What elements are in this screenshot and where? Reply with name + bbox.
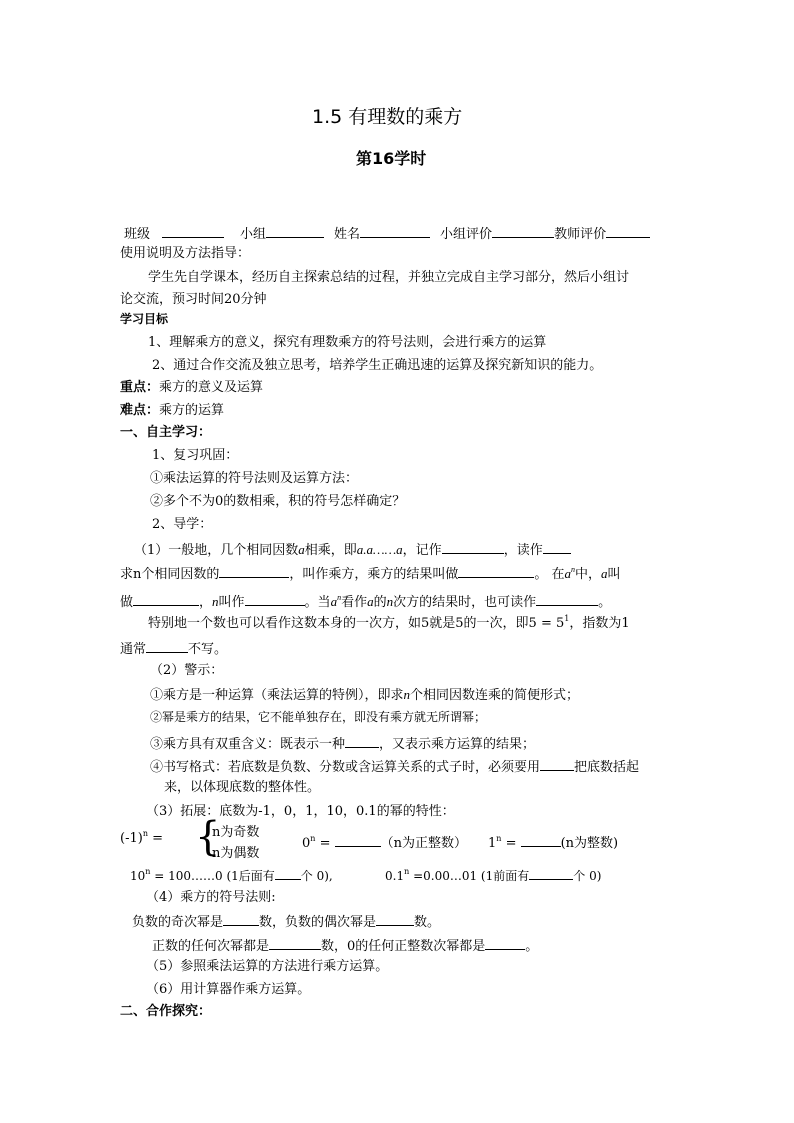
extension-heading: （3）拓展：底数为-1，0，1，10，0.1的幂的特性：	[146, 804, 455, 819]
warning-1	[150, 688, 579, 702]
base-blank[interactable]	[133, 593, 199, 606]
step-6: （6）用计算器作乘方运算。	[146, 982, 311, 997]
text-fragment: 1	[488, 836, 497, 851]
text-fragment: ④书写格式：若底数是负数、分数或含运算关系的式子时，必须要用	[150, 760, 541, 775]
text-fragment: 特别地一个数也可以看作这数本身的一次方，如5就是5的一次，即5 = 5	[148, 616, 565, 631]
class-blank[interactable]	[162, 225, 224, 238]
product-expression: a.a……a	[356, 542, 403, 557]
var-n: n	[212, 594, 219, 609]
one-power-blank[interactable]	[521, 834, 561, 847]
text-fragment: (-1)	[120, 831, 143, 846]
text-fragment: 正数的任何次幂都是	[152, 939, 270, 954]
section1-heading: 一、自主学习：	[120, 425, 212, 440]
text-fragment: 个 0),	[300, 869, 333, 883]
text-fragment: ，叫作乘方，乘方的结果叫做	[289, 567, 459, 582]
exponent-blank[interactable]	[245, 593, 305, 606]
text-fragment: 负数的奇次幂是	[132, 915, 224, 930]
warning-2: ②幂是乘方的结果，它不能单独存在，即没有乘方就无所谓幂；	[150, 710, 487, 724]
review-question-1: ①乘法运算的符号法则及运算方法：	[150, 471, 359, 486]
zero-power: $0^n = (n$为正整数）	[302, 834, 467, 851]
text-fragment: 中，	[575, 567, 602, 582]
text-fragment: 数，负数的偶次幂是	[259, 915, 377, 930]
sign-rule-2	[152, 937, 538, 953]
text-fragment: 次方的结果时，也可读作	[393, 595, 537, 610]
text-fragment: 个 0)	[573, 869, 602, 883]
text-fragment: 。当	[304, 595, 331, 610]
exponent-n: n	[496, 834, 502, 843]
difficult-point	[120, 404, 224, 417]
review-heading: 1、复习巩固：	[152, 448, 239, 463]
one-power: $1^n = (n$为整数)	[488, 834, 619, 851]
instructions-text-2: 论交流，预习时间20分钟	[120, 292, 267, 307]
text-fragment: 的	[373, 595, 387, 610]
text-fragment: 0.1	[385, 869, 405, 883]
name-label: 姓名	[334, 227, 361, 242]
text-fragment: 0	[302, 836, 311, 851]
guide-heading: 2、导学：	[152, 517, 213, 532]
goal-item-1: 1、理解乘方的意义，探究有理数乘方的符号法则，会进行乘方的运算	[148, 335, 547, 350]
teacher-eval-label: 教师评价	[554, 227, 607, 242]
guide-paragraph-3	[120, 593, 611, 609]
group-eval-label: 小组评价	[440, 227, 493, 242]
power-reading-blank[interactable]	[536, 593, 598, 606]
goals-heading: 学习目标	[120, 312, 169, 326]
even-power-blank[interactable]	[376, 913, 414, 926]
bracket-blank[interactable]	[540, 758, 574, 771]
key-point	[120, 381, 263, 394]
var-a: a	[330, 594, 338, 609]
group-label: 小组	[240, 227, 267, 242]
exponent-n: n	[145, 867, 151, 876]
zero-integer-power-blank[interactable]	[485, 937, 525, 950]
text-fragment: 数，0的任何正整数次幂都是	[321, 939, 486, 954]
text-fragment: 求n个相同因数的	[120, 567, 220, 582]
var-a: a	[298, 542, 305, 557]
text-fragment: 叫	[607, 567, 621, 582]
guide-paragraph-1	[134, 541, 571, 557]
operation-blank[interactable]	[219, 565, 289, 578]
var-n: n	[386, 594, 394, 609]
exponent-n: n	[142, 829, 148, 838]
group-blank[interactable]	[266, 225, 324, 238]
exponent-n: n	[404, 867, 410, 876]
text-fragment: 通常	[120, 642, 147, 657]
guide-paragraph-5	[120, 640, 227, 656]
text-fragment: (n为整数)	[560, 836, 619, 851]
name-blank[interactable]	[360, 225, 430, 238]
tenth-power	[385, 867, 601, 882]
exponent-1: 1	[564, 614, 570, 623]
var-n: n	[403, 687, 411, 702]
step-5: （5）参照乘法运算的方法进行乘方运算。	[146, 959, 389, 974]
section2-heading: 二、合作探究：	[120, 1004, 212, 1019]
guide-paragraph-2	[120, 565, 621, 581]
text-fragment: 叫作	[218, 595, 245, 610]
text-fragment: ，指数为1	[569, 616, 630, 631]
text-fragment: ，记作	[402, 543, 442, 558]
text-fragment: 做	[120, 595, 134, 610]
text-fragment: 不写。	[188, 642, 228, 657]
sign-rule-heading: （4）乘方的符号法则:	[146, 890, 276, 905]
goal-item-2: 2、通过合作交流及独立思考，培养学生正确迅速的运算及探究新知识的能力。	[152, 358, 603, 373]
instructions-heading: 使用说明及方法指导：	[120, 246, 251, 261]
text-fragment: =	[147, 831, 163, 846]
text-fragment: 数。	[414, 915, 441, 930]
var-a: a	[564, 566, 572, 581]
page-subtitle: 第16学时	[356, 149, 427, 168]
var-a: a	[601, 566, 608, 581]
key-point-text: 乘方的意义及运算	[159, 380, 264, 395]
text-fragment: ③乘方具有双重含义：既表示一种	[150, 737, 346, 752]
notation-blank[interactable]	[442, 541, 504, 554]
text-fragment: 10	[130, 869, 146, 883]
text-fragment: ，	[199, 595, 213, 610]
meaning-blank[interactable]	[345, 735, 379, 748]
text-fragment: ，读作	[503, 543, 543, 558]
warning-4-cont: 来，以体现底数的整体性。	[164, 780, 321, 795]
text-fragment: 看作	[341, 595, 368, 610]
text-fragment: （1）一般地，几个相同因数	[134, 543, 299, 558]
difficult-point-label: 难点：	[120, 403, 160, 418]
guide-paragraph-4	[148, 614, 630, 631]
warning-heading: （2）警示：	[150, 663, 224, 678]
reading-blank[interactable]	[543, 541, 571, 554]
text-fragment: ①乘方是一种运算（乘法运算的特例），即求	[150, 688, 404, 703]
exponent-n: n	[310, 834, 316, 843]
class-label: 班级	[124, 227, 151, 242]
text-fragment: 。	[598, 595, 612, 610]
positive-power-blank[interactable]	[269, 937, 321, 950]
text-fragment: 。	[525, 939, 539, 954]
ten-power	[130, 867, 333, 882]
text-fragment: 个相同因数连乘的简便形式；	[410, 688, 580, 703]
case-even: n为偶数	[212, 846, 260, 861]
review-question-2: ②多个不为0的数相乘，积的符号怎样确定？	[150, 494, 406, 509]
text-fragment: ，又表示乘方运算的结果；	[379, 737, 536, 752]
text-fragment: 相乘，即	[304, 543, 357, 558]
var-a: a	[367, 594, 374, 609]
sign-rule-1	[132, 913, 440, 929]
text-fragment: = 100……0 (1后面有	[150, 869, 275, 883]
key-point-label: 重点：	[120, 380, 160, 395]
tenth-zeros-blank[interactable]	[529, 867, 573, 880]
teacher-eval-blank[interactable]	[606, 225, 650, 238]
text-fragment: 。 在	[534, 567, 565, 582]
text-fragment: =0.00…01 (1前面有	[409, 869, 530, 883]
text-fragment: （n为正整数）	[380, 836, 467, 851]
page-title: 1.5 有理数的乘方	[312, 106, 463, 128]
group-eval-blank[interactable]	[492, 225, 554, 238]
neg-one-power	[120, 829, 163, 846]
warning-3	[150, 735, 535, 751]
left-brace: {	[195, 814, 221, 860]
omit-blank[interactable]	[146, 640, 188, 653]
student-info-line	[124, 225, 650, 241]
odd-power-blank[interactable]	[223, 913, 259, 926]
case-odd: n为奇数	[212, 825, 260, 840]
exponent-n: n	[337, 593, 342, 602]
zero-power-blank[interactable]	[335, 834, 381, 847]
instructions-text-1: 学生先自学课本，经历自主探索总结的过程，并独立完成自主学习部分，然后小组讨	[148, 270, 630, 285]
result-blank[interactable]	[458, 565, 534, 578]
warning-4	[150, 758, 639, 774]
difficult-point-text: 乘方的运算	[159, 403, 225, 418]
text-fragment: 把底数括起	[574, 760, 640, 775]
ten-zeros-blank[interactable]	[275, 867, 301, 880]
exponent-n: n	[571, 565, 576, 574]
